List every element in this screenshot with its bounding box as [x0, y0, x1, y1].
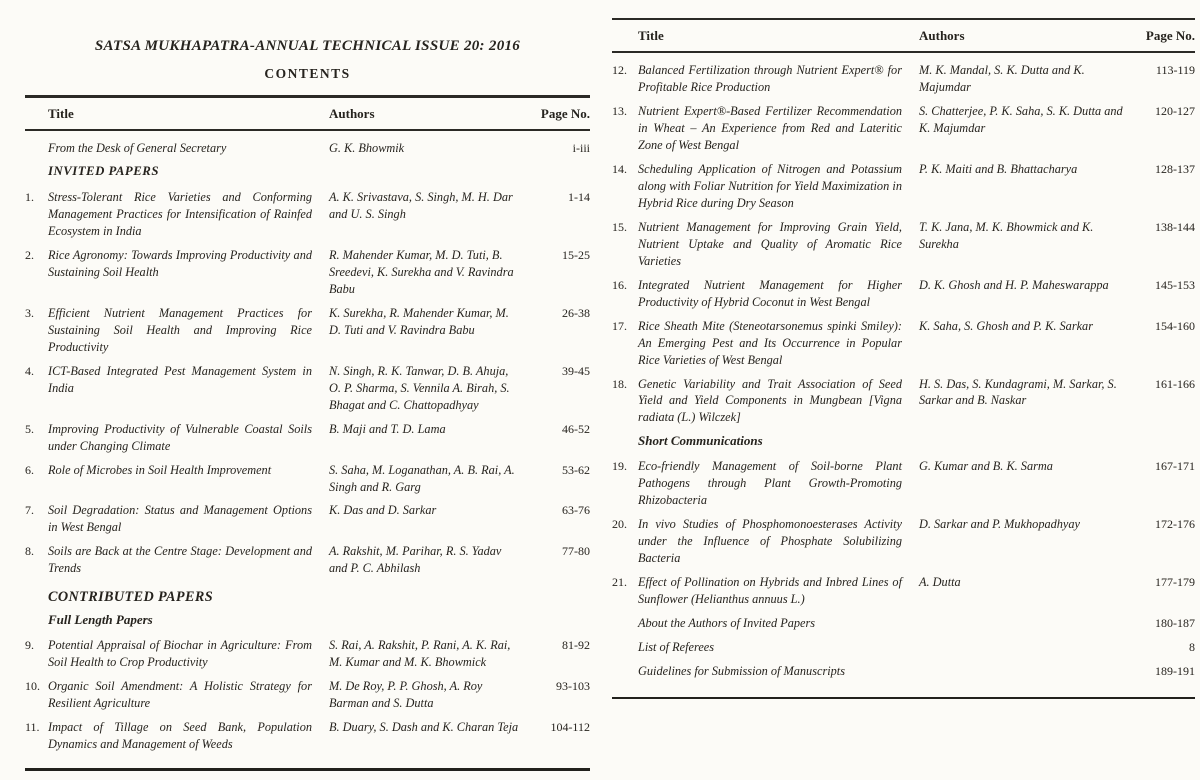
entry-number: 16. [612, 277, 627, 292]
entry-authors [919, 663, 1135, 680]
entry-authors: S. Saha, M. Loganathan, A. B. Rai, A. Singh and R. Garg [329, 462, 515, 494]
column-header-title: Title [638, 28, 664, 43]
entry-number: 15. [612, 219, 627, 234]
entry-authors: N. Singh, R. K. Tanwar, D. B. Ahuja, O. P. Sharma, S. Vennila A. Birah, S. Bhagat and C. Chattopadhyay [329, 363, 510, 412]
entry-page-number: 161-166 [1155, 376, 1195, 391]
entry-title: Balanced Fertilization through Nutrient Expert® for Profitable Rice Production [638, 63, 902, 94]
entry-authors: M. De Roy, P. P. Ghosh, A. Roy Barman and S. Dutta [329, 679, 483, 711]
entry-title: Rice Agronomy: Towards Improving Productivity and Sustaining Soil Health [48, 247, 312, 279]
entry-number: 21. [612, 575, 627, 590]
toc-entry [612, 62, 1195, 96]
toc-entry [25, 305, 590, 356]
entry-title: Soils are Back at the Centre Stage: Development and Trends [48, 544, 312, 576]
entry-number: 9. [25, 638, 34, 653]
toc-entry [612, 219, 1195, 270]
entry-title: Scheduling Application of Nitrogen and Potassium along with Foliar Nutrition for Yield Maximization in Hybrid Rice during Dry Season [638, 161, 902, 210]
entry-page-number: 177-179 [1155, 575, 1195, 590]
entry-authors: B. Duary, S. Dash and K. Charan Teja [329, 720, 519, 735]
entry-title: Efficient Nutrient Management Practices for Sustaining Soil Health and Improving Rice Productivity [48, 305, 312, 354]
entry-authors [919, 639, 1135, 656]
toc-entry [25, 502, 590, 536]
entry-title: Potential Appraisal of Biochar in Agriculture: From Soil Health to Crop Productivity [48, 638, 312, 670]
entry-authors: S. Rai, A. Rakshit, P. Rani, A. K. Rai, M. Kumar and M. K. Bhowmick [329, 638, 511, 670]
toc-entry [25, 637, 590, 671]
entry-title: Soil Degradation: Status and Management Options in West Bengal [48, 503, 312, 535]
entry-title: Improving Productivity of Vulnerable Coastal Soils under Changing Climate [48, 421, 312, 453]
entry-page-number: 1-14 [568, 189, 590, 204]
entry-authors: T. K. Jana, M. K. Bhowmick and K. Surekha [919, 219, 1094, 251]
entry-title: Stress-Tolerant Rice Varieties and Conforming Management Practices for Intensification of Rainfed Ecosystem in India [48, 189, 312, 238]
entry-number: 18. [612, 376, 627, 391]
entry-page-number: 53-62 [562, 462, 590, 477]
entry-page-number: 46-52 [562, 421, 590, 436]
toc-entry [612, 574, 1195, 608]
toc-entry [612, 639, 1195, 656]
entry-number: 5. [25, 421, 34, 436]
toc-entry [25, 462, 590, 496]
entry-page-number: 145-153 [1155, 277, 1195, 292]
entry-page-number: 120-127 [1155, 103, 1195, 118]
entry-page-number: 15-25 [562, 247, 590, 262]
toc-entry [25, 678, 590, 712]
entry-authors: A. K. Srivastava, S. Singh, M. H. Dar and U. S. Singh [329, 189, 513, 221]
entry-number: 2. [25, 247, 34, 262]
column-header-title: Title [48, 106, 74, 121]
entry-page-number: 63-76 [562, 503, 590, 518]
section-heading: CONTRIBUTED PAPERS [48, 589, 213, 606]
entry-page-number: 154-160 [1155, 318, 1195, 333]
toc-entry [612, 376, 1195, 427]
column-header-authors: Authors [919, 28, 965, 43]
entry-authors [919, 615, 1135, 632]
entry-authors: A. Dutta [919, 575, 961, 590]
section-heading: INVITED PAPERS [48, 163, 159, 178]
entry-authors: R. Mahender Kumar, M. D. Tuti, B. Sreedevi, K. Surekha and V. Ravindra Babu [329, 247, 514, 296]
entry-authors: H. S. Das, S. Kundagrami, M. Sarkar, S. Sarkar and B. Naskar [919, 376, 1117, 408]
entry-title: From the Desk of General Secretary [48, 141, 227, 155]
entry-title: List of Referees [638, 640, 715, 655]
section-heading: Full Length Papers [48, 612, 153, 628]
entry-authors: G. Kumar and B. K. Sarma [919, 459, 1053, 474]
entry-number [612, 639, 638, 656]
column-header-authors: Authors [329, 106, 375, 121]
entry-title: Integrated Nutrient Management for Higher Productivity of Hybrid Coconut in West Bengal [638, 277, 902, 309]
toc-entry [25, 363, 590, 414]
left-page-entries [25, 131, 590, 771]
toc-entry [25, 421, 590, 455]
entry-number: 13. [612, 103, 627, 118]
entry-title: Guidelines for Submission of Manuscripts [638, 664, 845, 679]
entry-number: 4. [25, 363, 34, 378]
left-page [25, 0, 590, 771]
entry-page-number: 8 [1189, 640, 1195, 655]
toc-entry [612, 516, 1195, 567]
entry-title: Impact of Tillage on Seed Bank, Population Dynamics and Management of Weeds [48, 720, 312, 752]
column-header-page: Page No. [1145, 28, 1195, 43]
entry-number: 17. [612, 318, 627, 333]
toc-entry [612, 277, 1195, 311]
entry-page-number: 180-187 [1155, 616, 1195, 631]
entry-authors: K. Saha, S. Ghosh and P. K. Sarkar [919, 318, 1093, 333]
entry-page-number: 39-45 [562, 363, 590, 378]
entry-page-number: 81-92 [562, 638, 590, 653]
entry-title: Nutrient Expert®-Based Fertilizer Recommendation in Wheat – An Experience from Red and Lateritic Zone of West Bengal [638, 103, 902, 152]
entry-authors: G. K. Bhowmik [329, 141, 405, 155]
entry-authors: K. Surekha, R. Mahender Kumar, M. D. Tuti and V. Ravindra Babu [329, 305, 509, 337]
entry-number: 19. [612, 459, 627, 474]
journal-title: SATSA MUKHAPATRA-ANNUAL TECHNICAL ISSUE 20: 2016 [94, 38, 521, 54]
toc-entry [612, 318, 1195, 369]
entry-title: Eco-friendly Management of Soil-borne Plant Pathogens through Plant Growth-Promoting Rhizobacteria [638, 459, 902, 508]
entry-authors: D. K. Ghosh and H. P. Maheswarappa [919, 277, 1109, 292]
entry-page-number: 172-176 [1155, 517, 1195, 532]
toc-entry [612, 615, 1195, 632]
right-page [612, 0, 1195, 699]
entry-authors: B. Maji and T. D. Lama [329, 421, 446, 436]
entry-title: Nutrient Management for Improving Grain Yield, Nutrient Uptake and Quality of Aromatic Rice Varieties [638, 219, 902, 268]
toc-entry [612, 161, 1195, 212]
entry-number: 14. [612, 161, 627, 176]
toc-entry [25, 543, 590, 577]
toc-entry [25, 189, 590, 240]
entry-page-number: 26-38 [562, 305, 590, 320]
entry-page-number: 128-137 [1155, 161, 1195, 176]
table-header-right [612, 18, 1195, 53]
entry-authors: D. Sarkar and P. Mukhopadhyay [919, 517, 1080, 532]
toc-entry [612, 458, 1195, 509]
right-page-entries [612, 53, 1195, 699]
toc-entry [25, 140, 590, 157]
entry-title: Effect of Pollination on Hybrids and Inbred Lines of Sunflower (Helianthus annuus L.) [638, 575, 902, 607]
entry-number: 3. [25, 305, 34, 320]
entry-authors: S. Chatterjee, P. K. Saha, S. K. Dutta and K. Majumdar [919, 103, 1123, 135]
entry-title: In vivo Studies of Phosphomonoesterases Activity under the Influence of Phosphate Solubilizing Bacteria [638, 517, 902, 566]
entry-page-number: 104-112 [550, 720, 590, 735]
entry-number: 12. [612, 63, 627, 77]
entry-page-number: 167-171 [1155, 459, 1195, 474]
column-header-page: Page No. [540, 106, 590, 121]
entry-page-number: 93-103 [556, 679, 590, 694]
entry-number: 6. [25, 462, 34, 477]
entry-title: ICT-Based Integrated Pest Management System in India [48, 363, 312, 395]
entry-authors: M. K. Mandal, S. K. Dutta and K. Majumdar [919, 63, 1085, 94]
entry-number: 10. [25, 679, 40, 694]
toc-entry [612, 663, 1195, 680]
entry-number: 7. [25, 503, 34, 518]
entry-authors: P. K. Maiti and B. Bhattacharya [919, 161, 1078, 176]
entry-title: Genetic Variability and Trait Association of Seed Yield and Yield Components in Mungbean [Vigna radiata (L.) Wilczek] [638, 376, 902, 425]
entry-number [25, 140, 48, 157]
table-header-left [25, 95, 590, 131]
entry-title: Rice Sheath Mite (Steneotarsonemus spinki Smiley): An Emerging Pest and Its Occurrence in Popular Rice Varieties of West Bengal [638, 318, 902, 367]
entry-number: 20. [612, 517, 627, 532]
entry-number: 8. [25, 544, 34, 559]
toc-entry [25, 719, 590, 753]
entry-number [612, 663, 638, 680]
entry-page-number: 113-119 [1155, 63, 1195, 77]
entry-authors: K. Das and D. Sarkar [329, 503, 437, 518]
entry-title: Organic Soil Amendment: A Holistic Strategy for Resilient Agriculture [48, 679, 312, 711]
entry-page-number: i-iii [572, 141, 590, 155]
entry-number: 1. [25, 189, 34, 204]
section-heading: Short Communications [638, 433, 763, 449]
contents-heading: CONTENTS [264, 66, 351, 81]
toc-entry [25, 247, 590, 298]
entry-authors: A. Rakshit, M. Parihar, R. S. Yadav and P. C. Abhilash [329, 544, 502, 576]
entry-title: Role of Microbes in Soil Health Improvement [48, 462, 272, 477]
entry-page-number: 189-191 [1155, 664, 1195, 679]
entry-title: About the Authors of Invited Papers [638, 616, 816, 631]
entry-number: 11. [25, 720, 40, 735]
toc-entry [612, 103, 1195, 154]
entry-page-number: 138-144 [1155, 219, 1195, 234]
entry-number [612, 615, 638, 632]
entry-page-number: 77-80 [562, 544, 590, 559]
